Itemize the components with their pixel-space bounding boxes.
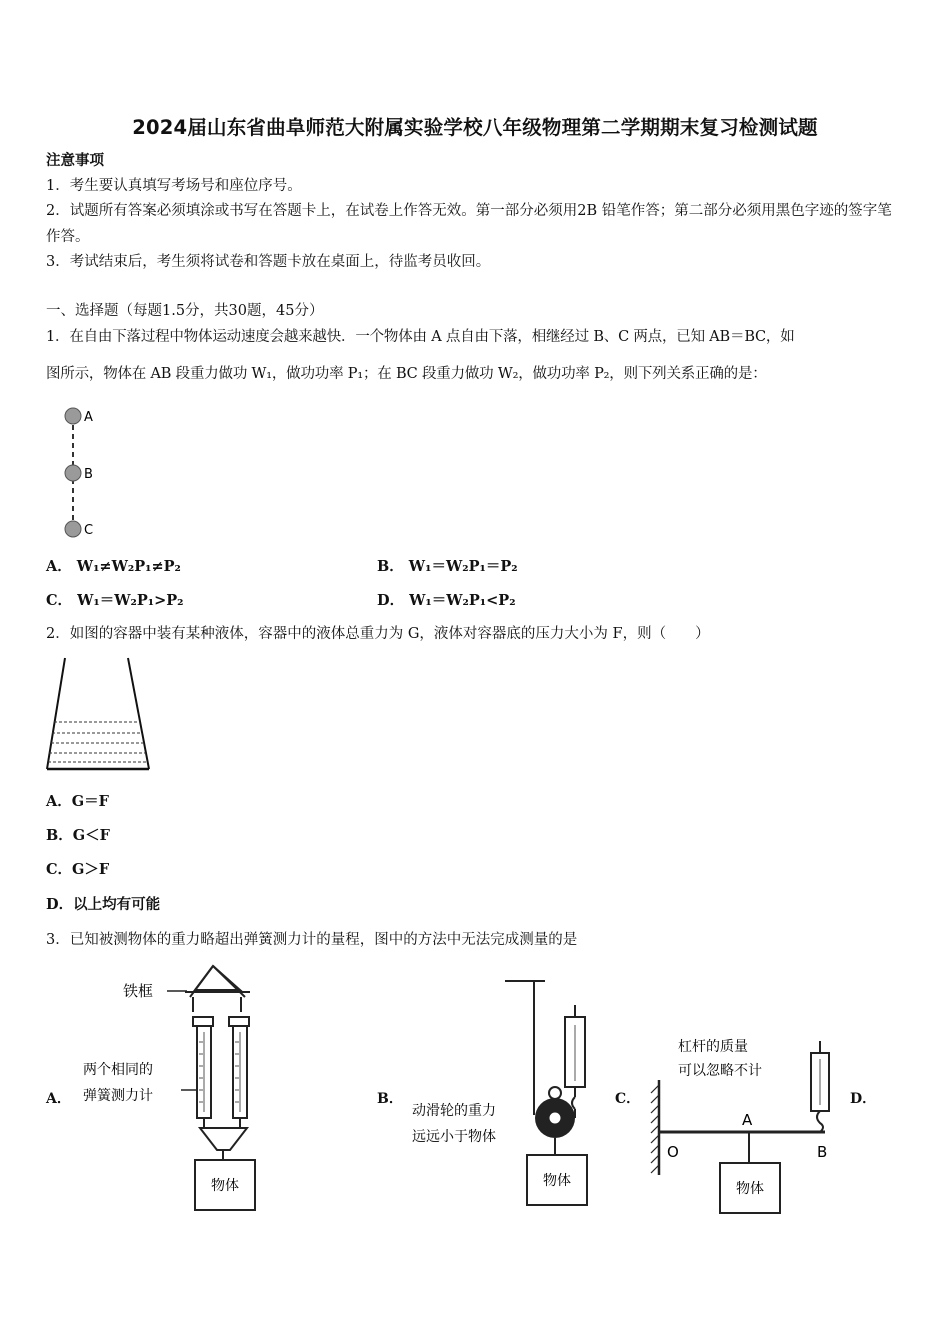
- ball-b: [65, 465, 81, 481]
- lever-note-1: 杠杆的质量: [678, 1039, 748, 1055]
- note-item-1: 1．考生要认真填写考场号和座位序号。: [46, 178, 302, 194]
- q1-option-a: A． W₁≠W₂P₁≠P₂: [46, 558, 181, 575]
- q3-label-c: C．: [615, 1091, 641, 1107]
- pulley-note-2: 远远小于物体: [412, 1129, 496, 1145]
- q3-label-d: D．: [850, 1091, 877, 1107]
- q1-stem-line1: 1．在自由下落过程中物体运动速度会越来越快．一个物体由 A 点自由下落，相继经过 B、C 两点，已知 AB＝BC，如: [46, 329, 795, 345]
- lever-note-2: 可以忽略不计: [678, 1063, 762, 1079]
- q1-option-d: D． W₁＝W₂P₁<P₂: [377, 592, 516, 609]
- q2-option-d: D．以上均有可能: [46, 896, 161, 913]
- q3-label-b: B．: [377, 1091, 403, 1107]
- q1-falling-ball-figure: [55, 400, 115, 545]
- frame-label: 铁框: [123, 982, 154, 1000]
- point-a: A: [742, 1111, 753, 1129]
- point-b: B: [817, 1143, 828, 1161]
- label-b: B: [84, 467, 93, 482]
- label-c: C: [84, 523, 94, 538]
- ball-c: [65, 521, 81, 537]
- q2-container-figure: [40, 655, 160, 775]
- point-o: O: [667, 1143, 679, 1161]
- q2-stem: 2．如图的容器中装有某种液体，容器中的液体总重力为 G，液体对容器底的压力大小为 F，则（ ）: [46, 626, 710, 642]
- q1-option-c: C． W₁＝W₂P₁>P₂: [46, 592, 184, 609]
- q3-figure-c: [645, 1035, 850, 1225]
- two-scales-note-2: 弹簧测力计: [83, 1088, 153, 1104]
- q1-option-b: B． W₁＝W₂P₁＝P₂: [377, 558, 518, 575]
- object-box-c: 物体: [736, 1181, 764, 1197]
- object-box-a: 物体: [211, 1178, 239, 1194]
- object-box-b: 物体: [543, 1173, 571, 1189]
- two-scales-note-1: 两个相同的: [83, 1062, 153, 1078]
- q3-stem: 3．已知被测物体的重力略超出弹簧测力计的量程，图中的方法中无法完成测量的是: [46, 932, 578, 948]
- q2-option-a: A．G＝F: [46, 793, 109, 810]
- note-item-2: 2．试题所有答案必须填涂或书写在答题卡上，在试卷上作答无效。第一部分必须用2B 铅笔作答；第二部分必须用黑色字迹的签字笔作答。: [46, 203, 892, 245]
- notes-heading: 注意事项: [46, 152, 104, 169]
- note-item-3: 3．考试结束后，考生须将试卷和答题卡放在桌面上，待监考员收回。: [46, 254, 491, 270]
- q3-figure-b: [410, 975, 610, 1220]
- q3-label-a: A．: [46, 1091, 71, 1107]
- label-a: A: [84, 410, 93, 425]
- pulley-note-1: 动滑轮的重力: [412, 1103, 496, 1119]
- page-title: 2024届山东省曲阜师范大附属实验学校八年级物理第二学期期末复习检测试题: [132, 116, 818, 139]
- section-heading: 一、选择题（每题1.5分，共30题，45分）: [46, 303, 324, 319]
- q3-figure-a: [75, 962, 285, 1218]
- ball-a: [65, 408, 81, 424]
- q2-option-c: C．G＞F: [46, 861, 110, 878]
- q2-option-b: B．G＜F: [46, 827, 110, 844]
- q1-stem-line2: 图所示，物体在 AB 段重力做功 W₁，做功功率 P₁；在 BC 段重力做功 W₂，做功功率 P₂，则下列关系正确的是：: [46, 366, 767, 382]
